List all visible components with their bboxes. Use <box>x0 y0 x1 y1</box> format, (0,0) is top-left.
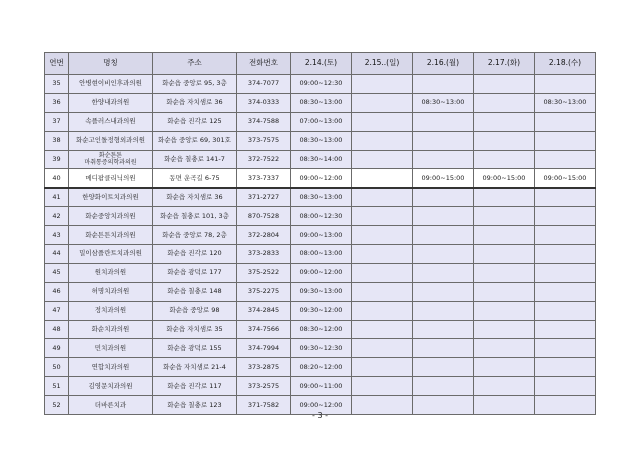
cell-0215 <box>352 358 413 377</box>
cell-0216: 09:00~15:00 <box>413 169 474 188</box>
cell-0214: 08:00~12:30 <box>291 207 352 226</box>
cell-no: 38 <box>45 131 69 150</box>
clinic-name-line: 화순튼튼치과의원 <box>85 230 136 239</box>
clinic-name-line: 정치과의원 <box>94 306 127 315</box>
cell-name <box>69 245 153 264</box>
cell-address: 화순읍 자치샘로 36 <box>153 188 237 207</box>
cell-0217 <box>474 93 535 112</box>
cell-0216 <box>413 131 474 150</box>
cell-0216 <box>413 75 474 94</box>
cell-address: 화순읍 자치샘로 36 <box>153 93 237 112</box>
cell-0217 <box>474 112 535 131</box>
table-row <box>45 320 596 339</box>
cell-0217 <box>474 207 535 226</box>
cell-0215 <box>352 150 413 169</box>
cell-phone: 373-7575 <box>237 131 291 150</box>
cell-phone: 372-2804 <box>237 226 291 245</box>
table-header-row <box>45 53 596 75</box>
clinic-name-line: 원치과의원 <box>94 268 127 277</box>
cell-no: 45 <box>45 263 69 282</box>
clinic-name-line: 더바른치과 <box>94 400 127 409</box>
clinic-name-line: 화순치과의원 <box>91 324 130 333</box>
header-date-0214: 2.14.(토) <box>291 53 352 75</box>
cell-0218 <box>535 75 596 94</box>
cell-0216 <box>413 188 474 207</box>
cell-0216 <box>413 377 474 396</box>
cell-name <box>69 207 153 226</box>
cell-name <box>69 75 153 94</box>
cell-0218: 08:30~13:00 <box>535 93 596 112</box>
cell-0215 <box>352 282 413 301</box>
cell-phone: 870-7528 <box>237 207 291 226</box>
cell-address: 화순읍 중앙로 69, 301호 <box>153 131 237 150</box>
cell-no: 49 <box>45 339 69 358</box>
cell-0216 <box>413 339 474 358</box>
cell-0217 <box>474 131 535 150</box>
cell-0218 <box>535 245 596 264</box>
cell-0214: 08:30~13:00 <box>291 93 352 112</box>
clinic-name-line: 연합치과의원 <box>91 362 130 371</box>
cell-name <box>69 150 153 169</box>
page-number: - 3 - <box>312 411 328 420</box>
cell-0218 <box>535 339 596 358</box>
cell-0214: 08:30~12:00 <box>291 320 352 339</box>
clinic-name-line: 밀이삼플란트치과의원 <box>79 249 142 258</box>
clinic-name-line: 화순튼튼 <box>98 151 123 159</box>
cell-0217 <box>474 188 535 207</box>
cell-phone: 372-7522 <box>237 150 291 169</box>
cell-address: 화순읍 칠충로 141-7 <box>153 150 237 169</box>
table-row <box>45 377 596 396</box>
cell-phone: 373-2833 <box>237 245 291 264</box>
cell-0214: 09:00~13:00 <box>291 226 352 245</box>
table-row <box>45 131 596 150</box>
cell-0214: 09:30~13:00 <box>291 282 352 301</box>
cell-address: 동면 운곡길 6-75 <box>153 169 237 188</box>
cell-phone: 373-2875 <box>237 358 291 377</box>
cell-no: 52 <box>45 396 69 415</box>
cell-0215 <box>352 207 413 226</box>
cell-address: 화순읍 칠충로 101, 3층 <box>153 207 237 226</box>
cell-phone: 374-7566 <box>237 320 291 339</box>
cell-0215 <box>352 301 413 320</box>
cell-0216 <box>413 358 474 377</box>
cell-phone: 374-7588 <box>237 112 291 131</box>
dental-clinic-schedule-table <box>44 52 596 415</box>
cell-name <box>69 282 153 301</box>
cell-0216 <box>413 226 474 245</box>
table-row <box>45 245 596 264</box>
cell-0215 <box>352 263 413 282</box>
cell-0214: 08:20~12:00 <box>291 358 352 377</box>
cell-0216: 08:30~13:00 <box>413 93 474 112</box>
cell-address: 화순읍 자치샘로 35 <box>153 320 237 339</box>
header-date-0215: 2.15..(일) <box>352 53 413 75</box>
table-body <box>45 75 596 415</box>
cell-0216 <box>413 245 474 264</box>
cell-no: 40 <box>45 169 69 188</box>
cell-0214: 08:00~13:00 <box>291 245 352 264</box>
cell-name <box>69 169 153 188</box>
cell-0215 <box>352 188 413 207</box>
cell-phone: 371-7582 <box>237 396 291 415</box>
cell-name <box>69 339 153 358</box>
cell-name <box>69 320 153 339</box>
cell-no: 42 <box>45 207 69 226</box>
cell-0216 <box>413 301 474 320</box>
clinic-name-line: 민치과의원 <box>94 343 127 352</box>
cell-no: 50 <box>45 358 69 377</box>
cell-0215 <box>352 112 413 131</box>
table-row <box>45 301 596 320</box>
header-date-0217: 2.17.(화) <box>474 53 535 75</box>
cell-0216 <box>413 150 474 169</box>
cell-0214: 09:00~11:00 <box>291 377 352 396</box>
table-row <box>45 226 596 245</box>
cell-0214: 08:30~13:00 <box>291 188 352 207</box>
cell-phone: 373-2575 <box>237 377 291 396</box>
cell-name <box>69 358 153 377</box>
cell-no: 47 <box>45 301 69 320</box>
table-row <box>45 169 596 188</box>
cell-0214: 09:30~12:00 <box>291 301 352 320</box>
cell-0215 <box>352 245 413 264</box>
cell-0218 <box>535 131 596 150</box>
table-row <box>45 263 596 282</box>
cell-name <box>69 112 153 131</box>
cell-no: 46 <box>45 282 69 301</box>
cell-name <box>69 93 153 112</box>
cell-0215 <box>352 93 413 112</box>
cell-0217 <box>474 377 535 396</box>
cell-address: 화순읍 광덕로 155 <box>153 339 237 358</box>
cell-name <box>69 226 153 245</box>
cell-name <box>69 377 153 396</box>
header-phone: 전화번호 <box>237 53 291 75</box>
cell-0217 <box>474 226 535 245</box>
cell-0218 <box>535 377 596 396</box>
cell-0216 <box>413 207 474 226</box>
cell-0217 <box>474 301 535 320</box>
cell-0217 <box>474 282 535 301</box>
cell-0217 <box>474 263 535 282</box>
cell-no: 51 <box>45 377 69 396</box>
cell-no: 37 <box>45 112 69 131</box>
cell-0218 <box>535 188 596 207</box>
clinic-name-line: 메디팜클리닉의원 <box>85 173 136 182</box>
cell-no: 39 <box>45 150 69 169</box>
cell-address: 화순읍 자치샘로 21-4 <box>153 358 237 377</box>
table-row <box>45 93 596 112</box>
cell-0216 <box>413 263 474 282</box>
table-row <box>45 150 596 169</box>
cell-0214: 08:30~14:00 <box>291 150 352 169</box>
cell-0218 <box>535 320 596 339</box>
cell-0217 <box>474 358 535 377</box>
cell-address: 화순읍 중앙로 95, 3층 <box>153 75 237 94</box>
clinic-name-line: 마취통증의학과의원 <box>84 158 137 166</box>
cell-phone: 373-7337 <box>237 169 291 188</box>
cell-0215 <box>352 75 413 94</box>
cell-0218 <box>535 112 596 131</box>
header-address: 주소 <box>153 53 237 75</box>
cell-phone: 371-2727 <box>237 188 291 207</box>
cell-address: 화순읍 칠충로 123 <box>153 396 237 415</box>
header-no: 연번 <box>45 53 69 75</box>
cell-0215 <box>352 339 413 358</box>
cell-0218 <box>535 301 596 320</box>
cell-0217: 09:00~15:00 <box>474 169 535 188</box>
cell-0218 <box>535 263 596 282</box>
clinic-name-line: 김영문치과의원 <box>88 381 133 390</box>
cell-phone: 374-7077 <box>237 75 291 94</box>
cell-address: 화순읍 진각로 120 <box>153 245 237 264</box>
clinic-name-line: 허명치과의원 <box>91 287 130 296</box>
table-row <box>45 282 596 301</box>
clinic-name-line: 한양내과의원 <box>91 98 130 107</box>
clinic-name-line: 화순고인돌정형외과의원 <box>75 136 146 145</box>
clinic-name-line: 속플러스내과의원 <box>85 117 136 126</box>
cell-no: 36 <box>45 93 69 112</box>
cell-phone: 375-2522 <box>237 263 291 282</box>
cell-no: 43 <box>45 226 69 245</box>
cell-name <box>69 301 153 320</box>
cell-0214: 09:30~12:30 <box>291 339 352 358</box>
cell-address: 화순읍 진각로 117 <box>153 377 237 396</box>
header-date-0218: 2.18.(수) <box>535 53 596 75</box>
header-date-0216: 2.16.(월) <box>413 53 474 75</box>
clinic-name-line: 한양화이트치과의원 <box>82 192 139 201</box>
cell-address: 화순읍 진각로 125 <box>153 112 237 131</box>
cell-0214: 07:00~13:00 <box>291 112 352 131</box>
cell-no: 44 <box>45 245 69 264</box>
cell-0218 <box>535 150 596 169</box>
cell-address: 화순읍 광덕로 177 <box>153 263 237 282</box>
cell-phone: 375-2275 <box>237 282 291 301</box>
cell-phone: 374-2845 <box>237 301 291 320</box>
cell-0218 <box>535 226 596 245</box>
table-row <box>45 339 596 358</box>
table-row <box>45 188 596 207</box>
header-name: 명칭 <box>69 53 153 75</box>
cell-no: 35 <box>45 75 69 94</box>
table-row <box>45 75 596 94</box>
cell-0215 <box>352 377 413 396</box>
cell-0214: 09:00~12:00 <box>291 396 352 415</box>
cell-0217 <box>474 320 535 339</box>
cell-0218: 09:00~15:00 <box>535 169 596 188</box>
cell-address: 화순읍 중앙로 78, 2층 <box>153 226 237 245</box>
cell-address: 화순읍 중앙로 98 <box>153 301 237 320</box>
cell-phone: 374-0333 <box>237 93 291 112</box>
cell-0216 <box>413 282 474 301</box>
cell-0214: 09:00~12:00 <box>291 169 352 188</box>
cell-0218 <box>535 358 596 377</box>
cell-0214: 09:00~12:30 <box>291 75 352 94</box>
cell-0215 <box>352 320 413 339</box>
cell-0217 <box>474 245 535 264</box>
cell-name <box>69 263 153 282</box>
cell-name <box>69 131 153 150</box>
table-row <box>45 112 596 131</box>
cell-0216 <box>413 112 474 131</box>
cell-0214: 08:30~13:00 <box>291 131 352 150</box>
cell-phone: 374-7994 <box>237 339 291 358</box>
cell-0217 <box>474 75 535 94</box>
cell-0218 <box>535 207 596 226</box>
clinic-name-line: 안병현이비인후과의원 <box>79 79 142 88</box>
cell-0217 <box>474 150 535 169</box>
cell-0215 <box>352 226 413 245</box>
cell-0218 <box>535 282 596 301</box>
cell-0217 <box>474 339 535 358</box>
clinic-name-line: 화순중앙치과의원 <box>85 211 136 220</box>
cell-0215 <box>352 169 413 188</box>
table-row <box>45 207 596 226</box>
table-row <box>45 358 596 377</box>
cell-0214: 09:00~12:00 <box>291 263 352 282</box>
cell-address: 화순읍 칠충로 148 <box>153 282 237 301</box>
cell-no: 48 <box>45 320 69 339</box>
cell-no: 41 <box>45 188 69 207</box>
cell-0215 <box>352 131 413 150</box>
cell-0216 <box>413 320 474 339</box>
cell-name <box>69 188 153 207</box>
